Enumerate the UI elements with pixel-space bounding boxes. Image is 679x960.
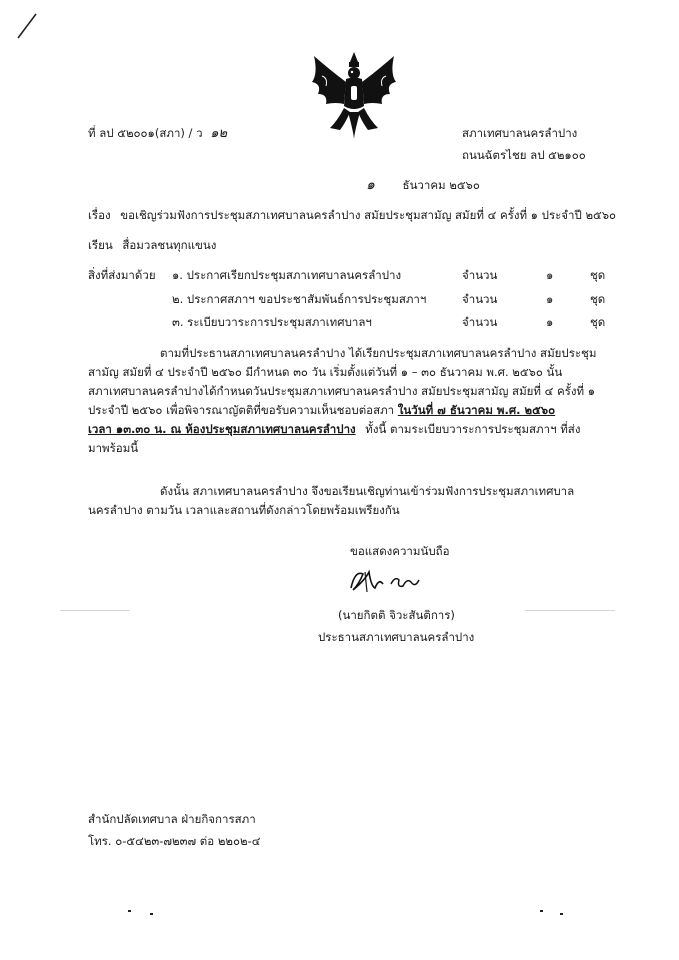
scan-speck — [128, 910, 131, 912]
paragraph-line — [88, 420, 580, 440]
scan-artifact-line — [60, 610, 130, 611]
reference-handwritten-number: ๑๒ — [210, 126, 228, 141]
closing-phrase: ขอแสดงความนับถือ — [350, 544, 450, 558]
salutation-label: เรียน — [88, 238, 113, 252]
paragraph-line: สามัญ สมัยที่ ๔ ประจำปี ๒๕๖๐ มีกำหนด ๓๐ วัน เริ่มตั้งแต่วันที่ ๑ – ๓๐ ธันวาคม พ.ศ. ๒๕๖๐ นั้น — [88, 365, 563, 379]
scan-artifact-line — [525, 610, 615, 611]
enclosure-item-text: ๑. ประกาศเรียกประชุมสภาเทศบาลนครลำปาง — [172, 268, 402, 282]
reference-number — [88, 126, 227, 141]
enclosure-qty: ๑ — [546, 315, 554, 329]
enclosure-item-text: ๓. ระเบียบวาระการประชุมสภาเทศบาลฯ — [172, 315, 372, 329]
enclosure-qty-label: จำนวน — [462, 292, 498, 306]
scan-speck — [150, 913, 153, 915]
meeting-time-place-highlight: เวลา ๑๓.๓๐ น. ณ ห้องประชุมสภาเทศบาลนครลำปาง — [88, 422, 356, 436]
enclosure-qty: ๑ — [546, 268, 554, 282]
signer-name: (นายกิตติ จิวะสันติการ) — [338, 608, 455, 622]
enclosures-label: สิ่งที่ส่งมาด้วย — [88, 268, 156, 282]
date-day-handwritten: ๑ — [366, 177, 375, 193]
date-month-year: ธันวาคม ๒๕๖๐ — [402, 178, 480, 192]
enclosure-qty-label: จำนวน — [462, 268, 498, 282]
reference-number-text: ที่ ลป ๕๒๐๐๑(สภา) / ว — [88, 126, 203, 140]
footer-office: สำนักปลัดเทศบาล ฝ่ายกิจการสภา — [88, 812, 256, 826]
paragraph-line — [88, 401, 555, 421]
paragraph-text: ประจำปี ๒๕๖๐ เพื่อพิจารณาญัตติที่ขอรับความเห็นชอบต่อสภา — [88, 403, 395, 417]
enclosure-unit: ชุด — [590, 268, 606, 282]
salutation-line — [88, 238, 216, 253]
handwritten-signature — [345, 566, 425, 596]
paragraph-line: นครลำปาง ตามวัน เวลาและสถานที่ดังกล่าวโดยพร้อมเพรียงกัน — [88, 503, 400, 517]
subject-label: เรื่อง — [88, 208, 111, 222]
meeting-date-highlight: ในวันที่ ๗ ธันวาคม พ.ศ. ๒๕๖๐ — [397, 403, 556, 417]
subject-text: ขอเชิญร่วมฟังการประชุมสภาเทศบาลนครลำปาง สมัยประชุมสามัญ สมัยที่ ๔ ครั้งที่ ๑ ประจำปี ๒๕๖๐ — [120, 208, 617, 222]
paragraph-text: ทั้งนี้ ตามระเบียบวาระการประชุมสภาฯ ที่ส่ง — [365, 422, 581, 436]
scan-speck — [560, 913, 563, 915]
pen-stroke-mark — [16, 12, 38, 40]
sender-address-line1: สภาเทศบาลนครลำปาง — [462, 126, 578, 140]
salutation-text: สื่อมวลชนทุกแขนง — [122, 238, 217, 252]
enclosure-unit: ชุด — [590, 292, 606, 306]
signer-title: ประธานสภาเทศบาลนครลำปาง — [318, 630, 475, 644]
enclosure-item-text: ๒. ประกาศสภาฯ ขอประชาสัมพันธ์การประชุมสภาฯ — [172, 292, 427, 306]
enclosure-unit: ชุด — [590, 315, 606, 329]
paragraph-line: มาพร้อมนี้ — [88, 441, 139, 455]
garuda-emblem-icon — [300, 48, 408, 144]
letter-date — [366, 178, 480, 193]
paragraph-line: ตามที่ประธานสภาเทศบาลนครลำปาง ได้เรียกประชุมสภาเทศบาลนครลำปาง สมัยประชุม — [160, 346, 597, 360]
subject-line — [88, 208, 616, 223]
footer-phone: โทร. ๐-๕๔๒๓-๗๒๓๗ ต่อ ๒๒๐๒-๔ — [88, 834, 261, 848]
paragraph-line: สภาเทศบาลนครลำปางได้กำหนดวันประชุมสภาเทศบาลนครลำปาง สมัยประชุมสามัญ สมัยที่ ๔ ครั้งที่ ๑ — [88, 384, 595, 398]
enclosure-qty-label: จำนวน — [462, 315, 498, 329]
enclosure-qty: ๑ — [546, 292, 554, 306]
scan-speck — [540, 910, 543, 912]
paragraph-line: ดังนั้น สภาเทศบาลนครลำปาง จึงขอเรียนเชิญท่านเข้าร่วมฟังการประชุมสภาเทศบาล — [160, 484, 575, 498]
sender-address-line2: ถนนฉัตรไชย ลป ๕๒๑๐๐ — [462, 148, 586, 162]
